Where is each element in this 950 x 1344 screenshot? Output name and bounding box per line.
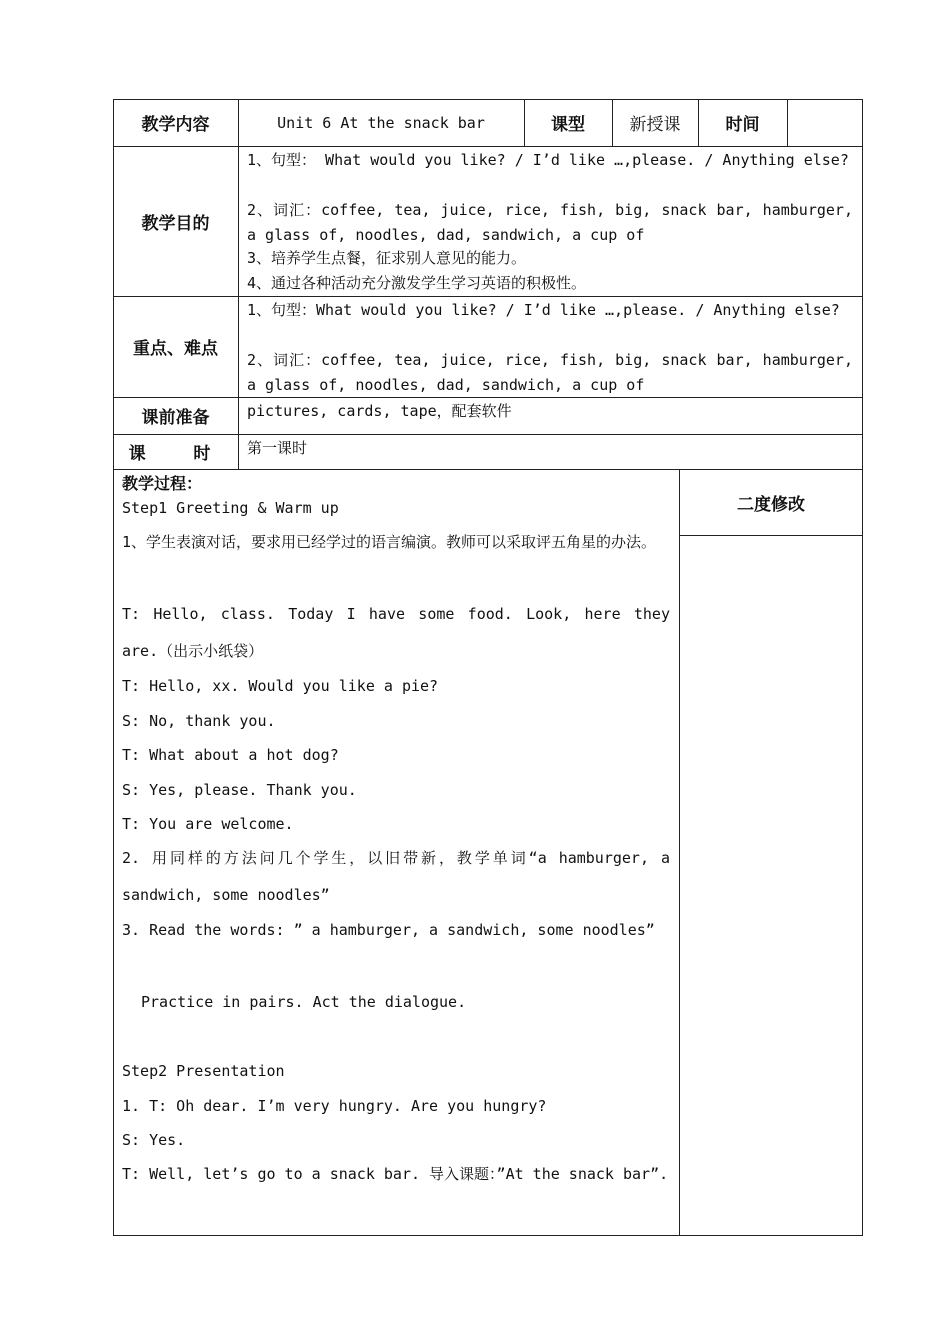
time-value xyxy=(787,99,863,146)
step1-para-10: Practice in pairs. Act the dialogue. xyxy=(141,993,467,1011)
objectives-line-4: 4、通过各种活动充分激发学生学习英语的积极性。 xyxy=(247,274,587,292)
step2-para-1: 1. T: Oh dear. I’m very hungry. Are you hungry? xyxy=(122,1097,547,1115)
content-value: Unit 6 At the snack bar xyxy=(277,113,485,132)
key-points-line-1: 1、句型：What would you like? / I’d like …,please. / Anything else? xyxy=(247,301,840,319)
step2-para-3: T: Well, let’s go to a snack bar. 导入课题：”At the snack bar”. xyxy=(122,1165,669,1183)
objectives-line-2: 2、词汇：coffee, tea, juice, rice, fish, big, snack bar, hamburger, a glass of, noodles, dad, sandwich, a cup of xyxy=(247,201,853,244)
preparation-label: 课前准备 xyxy=(141,408,210,428)
row-divider xyxy=(679,535,863,536)
step1-para-7: T: You are welcome. xyxy=(122,815,294,833)
step1-para-8: 2. 用同样的方法问几个学生，以旧带新，教学单词“a hamburger, a sandwich, some noodles” xyxy=(122,849,670,904)
step1-para-9: 3. Read the words: ” a hamburger, a sandwich, some noodles” xyxy=(122,921,655,939)
process-title: 教学过程： xyxy=(122,474,203,493)
objectives-label: 教学目的 xyxy=(141,213,210,234)
col-divider xyxy=(238,99,239,469)
type-value: 新授课 xyxy=(629,115,681,135)
period-label: 课 时 xyxy=(128,444,223,464)
step2-heading: Step2 Presentation xyxy=(122,1062,285,1080)
key-points-line-2: 2、词汇：coffee, tea, juice, rice, fish, big, snack bar, hamburger, a glass of, noodles, dad, sandwich, a cup of xyxy=(247,351,853,394)
key-points-label: 重点、难点 xyxy=(133,339,218,359)
type-label: 课型 xyxy=(551,115,585,135)
content-label: 教学内容 xyxy=(141,115,210,135)
period-value: 第一课时 xyxy=(247,439,308,457)
step1-para-4: S: No, thank you. xyxy=(122,712,276,730)
step1-para-5: T: What about a hot dog? xyxy=(122,746,339,764)
step1-heading: Step1 Greeting & Warm up xyxy=(122,499,339,517)
step2-para-2: S: Yes. xyxy=(122,1131,186,1149)
objectives-line-1: 1、句型： What would you like? / I’d like …,please. / Anything else? xyxy=(247,151,849,169)
col-divider xyxy=(679,469,680,1236)
revision-label: 二度修改 xyxy=(737,494,805,515)
time-label: 时间 xyxy=(725,115,760,135)
step1-para-3: T: Hello, xx. Would you like a pie? xyxy=(122,677,439,695)
preparation-value: pictures, cards, tape，配套软件 xyxy=(247,402,512,420)
step1-para-6: S: Yes, please. Thank you. xyxy=(122,781,357,799)
step1-para-1: 1、学生表演对话，要求用已经学过的语言编演。教师可以采取评五角星的办法。 xyxy=(122,533,657,551)
step1-para-2: T: Hello, class. Today I have some food. Look, here they are.（出示小纸袋） xyxy=(122,605,670,660)
objectives-line-3: 3、培养学生点餐，征求别人意见的能力。 xyxy=(247,249,527,267)
